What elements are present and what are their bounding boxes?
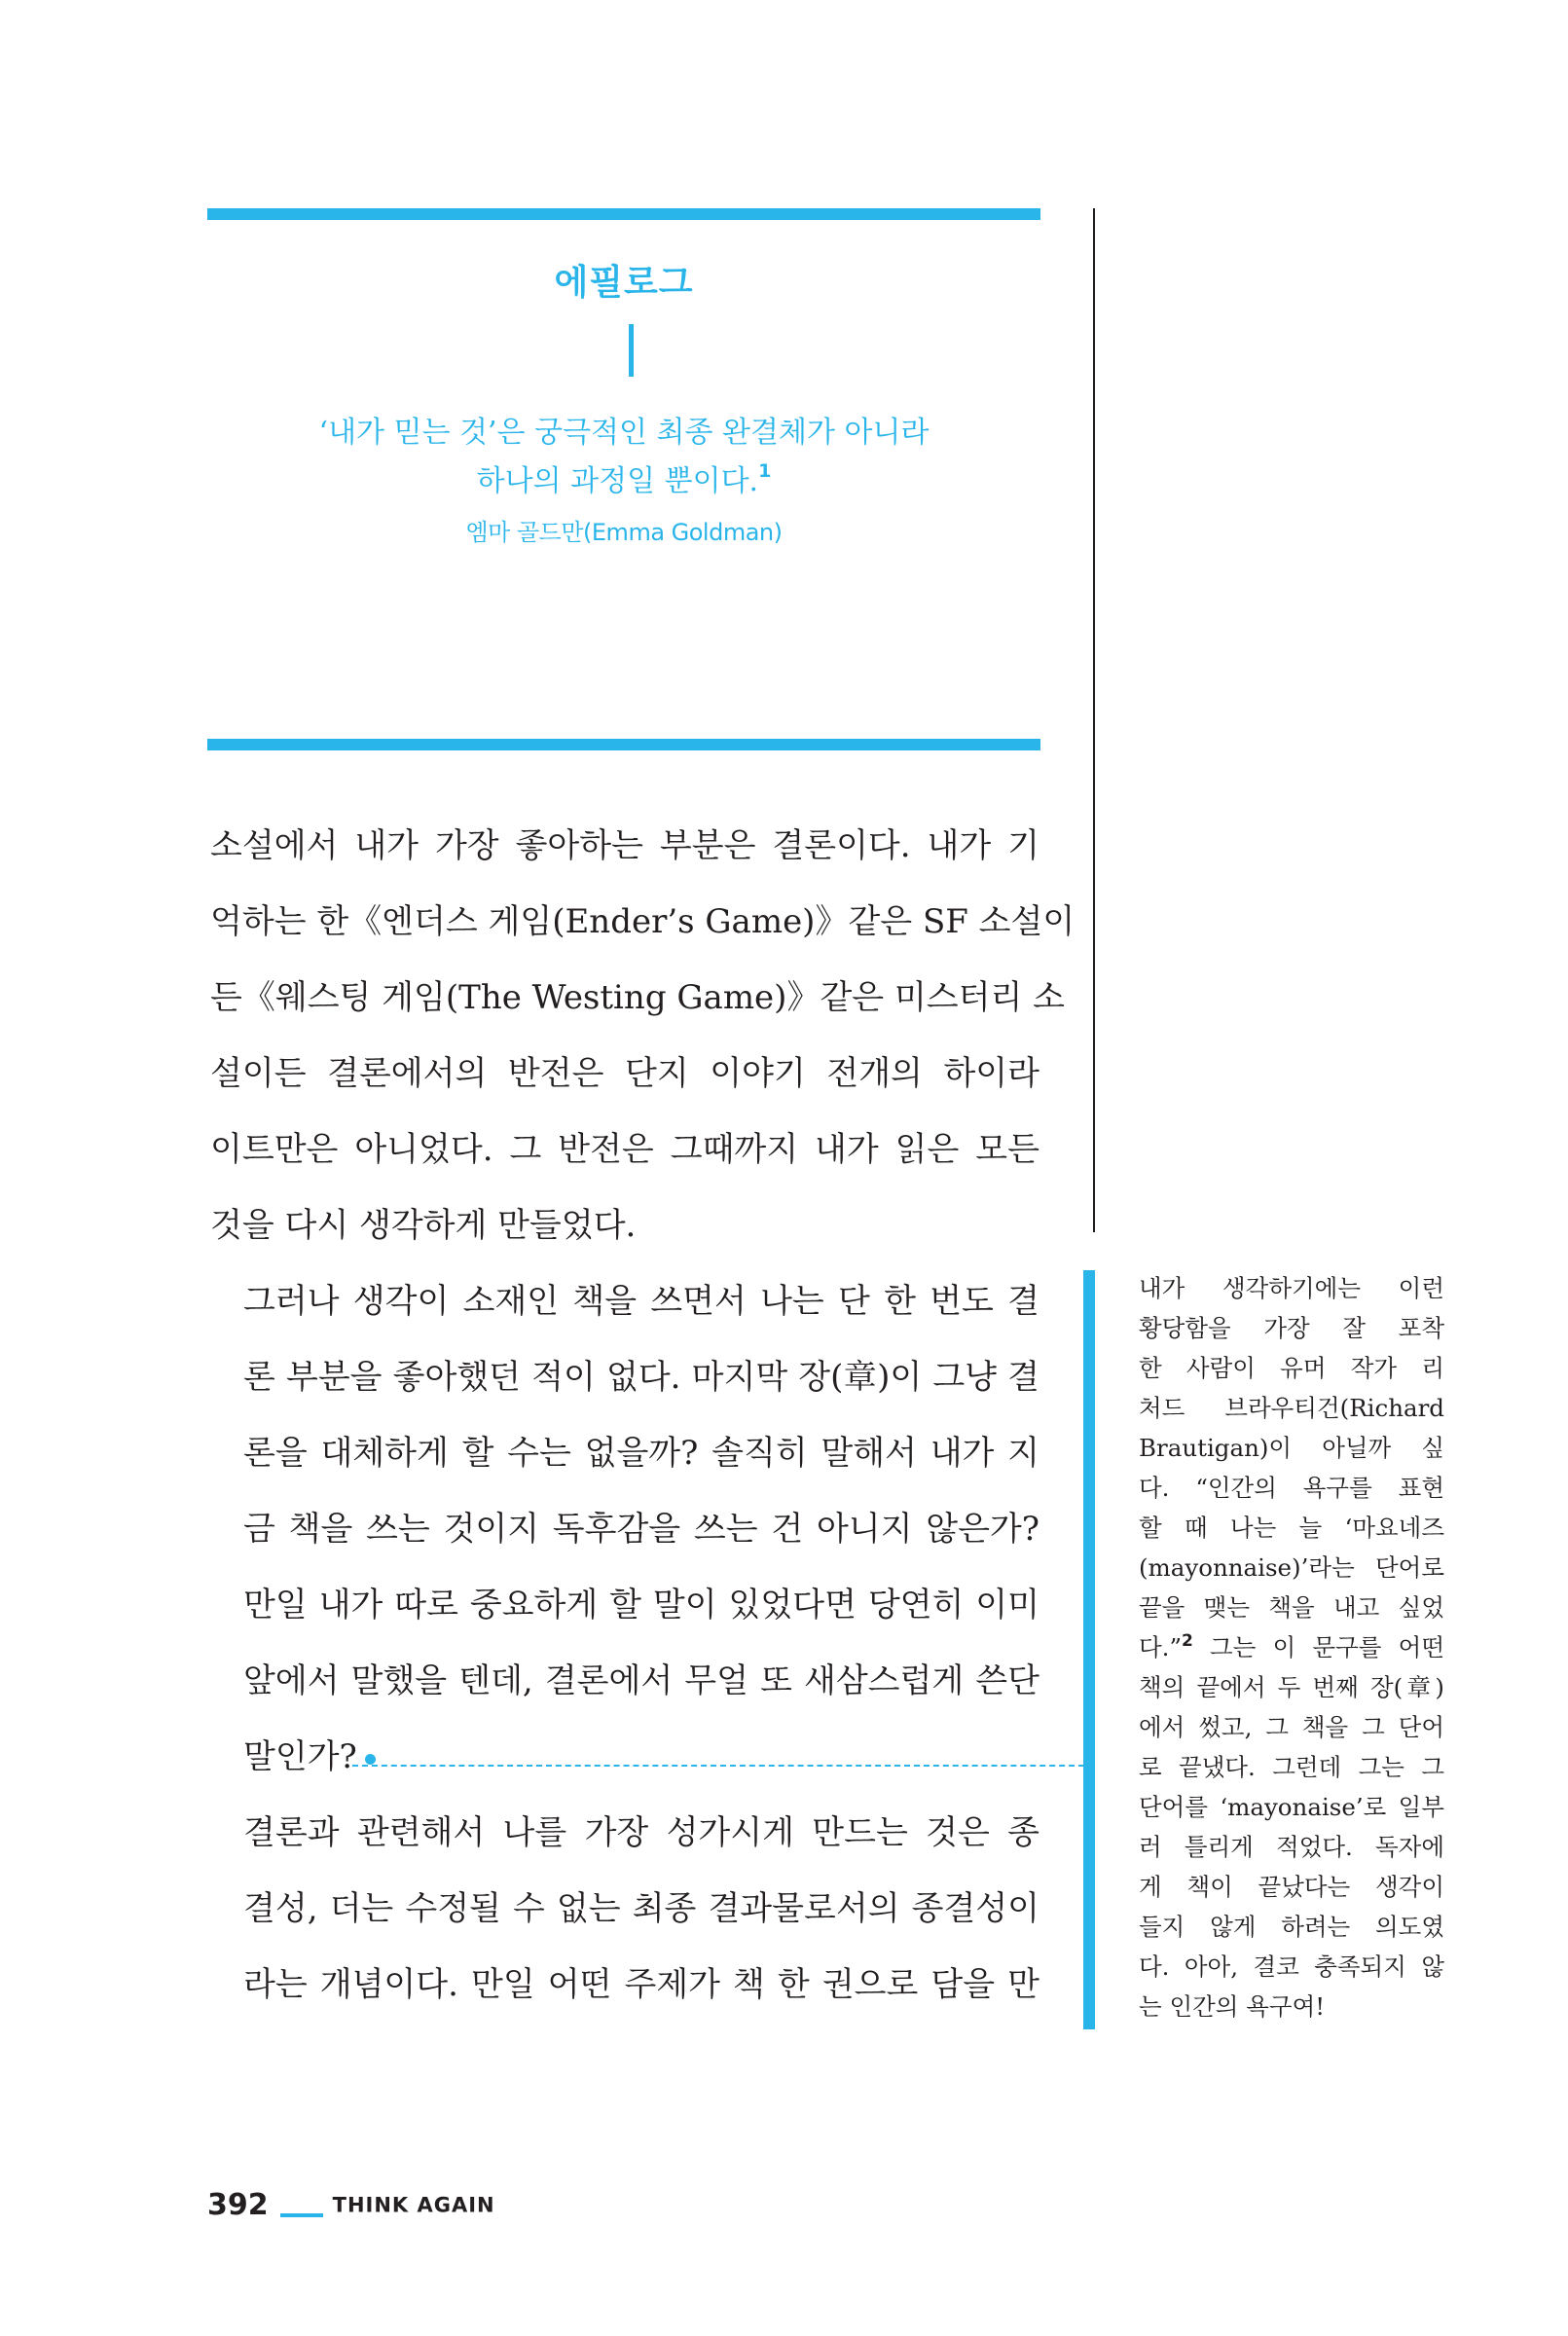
sidenote-line: 에서 썼고, 그 책을 그 단어 <box>1139 1713 1444 1741</box>
text-line: 결론과 관련해서 나를 가장 성가시게 만드는 것은 종 <box>243 1813 1039 1852</box>
text-line: 금 책을 쓰는 것이지 독후감을 쓰는 건 아니지 않은가? <box>243 1510 1039 1549</box>
header-bottom-rule <box>207 739 1040 750</box>
text-line: 론을 대체하게 할 수는 없을까? 솔직히 말해서 내가 지 <box>243 1434 1039 1473</box>
text-line: 설이든 결론에서의 반전은 단지 이야기 전개의 하이라 <box>210 1054 1039 1093</box>
sidenote-line: 처드 브라우티건(Richard <box>1139 1394 1444 1422</box>
sidenote-line: 황당함을 가장 잘 포착 <box>1139 1314 1444 1342</box>
running-title: THINK AGAIN <box>332 2193 495 2217</box>
text-line: 만일 내가 따로 중요하게 할 말이 있었다면 당연히 이미 <box>243 1586 1039 1624</box>
epigraph-line-2-text: 하나의 과정일 뿐이다. <box>476 464 759 498</box>
paragraph-1 <box>210 808 1076 1263</box>
footnote-marker-1: 1 <box>758 460 772 482</box>
footnote-marker-2: 2 <box>1181 1631 1193 1651</box>
sidenote-line: 로 끝냈다. 그런데 그는 그 <box>1139 1753 1444 1781</box>
epigraph-line-2 <box>207 457 1040 506</box>
text-line: 앞에서 말했을 텐데, 결론에서 무얼 또 새삼스럽게 쓴단 <box>243 1661 1039 1700</box>
chapter-heading: 에필로그 <box>554 263 694 303</box>
sidenote <box>1139 1268 1444 2026</box>
text-line: 이트만은 아니었다. 그 반전은 그때까지 내가 읽은 모든 <box>210 1130 1039 1169</box>
body-text <box>210 808 1076 2023</box>
sidenote-line: 끝을 맺는 책을 내고 싶었 <box>1139 1593 1444 1622</box>
text-line: 든《웨스팅 게임(The Westing Game)》같은 미스터리 소 <box>210 978 1065 1017</box>
epigraph-line-1: ‘내가 믿는 것’은 궁극적인 최종 완결체가 아니라 <box>318 416 930 450</box>
paragraph-3 <box>210 1795 1039 2023</box>
sidenote-line: 러 틀리게 적었다. 독자에 <box>1139 1833 1444 1861</box>
sidenote-line: 한 사람이 유머 작가 리 <box>1139 1354 1444 1382</box>
epigraph-author: 엠마 골드만(Emma Goldman) <box>465 519 783 546</box>
sidenote-anchor-dot <box>365 1754 376 1765</box>
sidenote-line: 들지 않게 하려는 의도였 <box>1139 1913 1444 1941</box>
text-line: 것을 다시 생각하게 만들었다. <box>210 1206 637 1245</box>
sidenote-line <box>1139 1627 1444 1667</box>
footer-rule <box>280 2213 323 2217</box>
sidenote-line: 다. “인간의 욕구를 표현 <box>1139 1474 1444 1502</box>
sidenote-rule <box>1083 1270 1095 2029</box>
header-top-rule <box>207 208 1040 220</box>
sidenote-line: 다. 아아, 결코 충족되지 않 <box>1139 1953 1444 1981</box>
text-line: 소설에서 내가 가장 좋아하는 부분은 결론이다. 내가 기 <box>210 826 1039 865</box>
sidenote-quote-end: 다.” <box>1139 1633 1182 1661</box>
sidenote-line: 단어를 ‘mayonaise’로 일부 <box>1139 1793 1444 1821</box>
page-footer <box>207 2188 495 2222</box>
text-line: 억하는 한《엔더스 게임(Ender’s Game)》같은 SF 소설이 <box>210 902 1076 941</box>
text-line: 라는 개념이다. 만일 어떤 주제가 책 한 권으로 담을 만 <box>243 1965 1039 2004</box>
sidenote-line: 책의 끝에서 두 번째 장(章) <box>1139 1673 1444 1701</box>
text-line: 그러나 생각이 소재인 책을 쓰면서 나는 단 한 번도 결 <box>243 1282 1039 1321</box>
sidenote-line-text: 그는 이 문구를 어떤 <box>1192 1633 1444 1661</box>
sidenote-anchor-text: 말인가? <box>243 1737 357 1776</box>
sidenote-line: Brautigan)이 아닐까 싶 <box>1139 1434 1444 1462</box>
column-divider <box>1093 208 1095 1232</box>
heading-divider <box>629 324 634 377</box>
text-line <box>210 1719 1039 1795</box>
sidenote-leader-line <box>352 1765 1094 1767</box>
sidenote-line: 는 인간의 욕구여! <box>1139 1992 1326 2021</box>
sidenote-line: 할 때 나는 늘 ‘마요네즈 <box>1139 1514 1444 1542</box>
paragraph-2 <box>210 1263 1039 1795</box>
page-number: 392 <box>207 2188 269 2222</box>
sidenote-line: 내가 생각하기에는 이런 <box>1139 1274 1444 1302</box>
text-line: 결성, 더는 수정될 수 없는 최종 결과물로서의 종결성이 <box>243 1889 1039 1928</box>
sidenote-line: (mayonnaise)’라는 단어로 <box>1139 1553 1444 1582</box>
text-line: 론 부분을 좋아했던 적이 없다. 마지막 장(章)이 그냥 결 <box>243 1358 1039 1397</box>
epigraph-quote <box>207 409 1040 506</box>
sidenote-line: 게 책이 끝났다는 생각이 <box>1139 1873 1444 1901</box>
